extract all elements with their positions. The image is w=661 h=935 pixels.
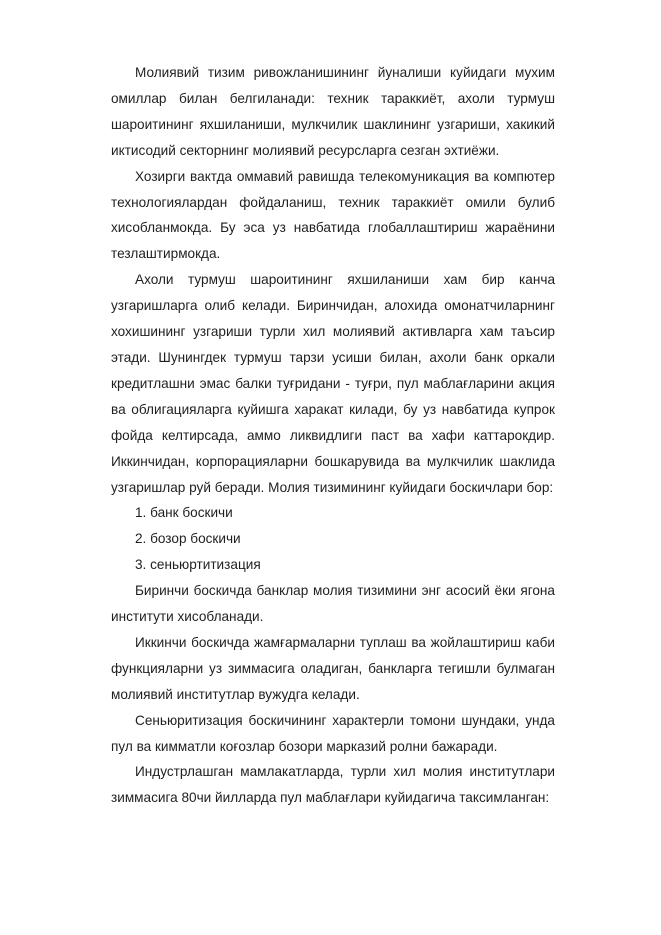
- paragraph-securitization: Сеньюритизация боскичининг характерли томони шундаки, унда пул ва кимматли коғозлар бозори марказий ролни бажаради.: [111, 712, 555, 754]
- list-item-bank-stage: 1. банк боскичи: [135, 505, 233, 521]
- paragraph-first-stage: Биринчи боскичда банклар молия тизимини энг асосий ёки ягона институти хисобланади.: [111, 583, 555, 625]
- paragraph-industrialized-countries: Индустрлашган мамлакатларда, турли хил молия институтлари зиммасига 80чи йилларда пул маблағлари куйидагича таксимланган:: [111, 764, 555, 806]
- document-body: [111, 60, 555, 811]
- list-item-securitization-stage: 3. сеньюртитизация: [135, 557, 261, 573]
- paragraph-development-factors: Молиявий тизим ривожланишининг йуналиши куйидаги мухим омиллар билан белгиланади: техник тараккиёт, ахоли турмуш шароитининг яхшиланиши, мулкчилик шаклининг узгариши, хакикий иктисодий секторнинг молиявий ресурсларга сезган эхтиёжи.: [111, 65, 555, 158]
- paragraph-telecommunication: Хозирги вактда оммавий равишда телекомуникация ва компютер технологиялардан фойдаланиш, техник тараккиёт омили булиб хисобланмокда. Бу эса уз навбатида глобаллаштириш жараёнини тезлаштирмокда.: [111, 168, 555, 262]
- list-item-market-stage: 2. бозор боскичи: [135, 531, 241, 547]
- paragraph-second-stage: Иккинчи боскичда жамғармаларни туплаш ва жойлаштириш каби функцияларни уз зиммасига оладиган, банкларга тегишли булмаган молиявий институтлар вужудга келади.: [111, 634, 555, 702]
- paragraph-living-standards: Ахоли турмуш шароитининг яхшиланиши хам бир канча узгаришларга олиб келади. Биринчидан, алохида омонатчиларнинг хохишининг узгариши турли хил молиявий активларга хам таъсир этади. Шунингдек турмуш тарзи усиши билан, ахоли банк оркали кредитлашни эмас балки туғридани - туғри, пул маблағларини акция ва облигацияларга куйишга харакат килади, бу уз навбатида купрок фойда келтирсада, аммо ликвидлиги паст ва хафи каттарокдир. Иккинчидан, корпорацияларни бошкарувида ва мулкчилик шаклида узгаришлар руй беради. Молия тизимининг куйидаги боскичлари бор:: [111, 272, 555, 495]
